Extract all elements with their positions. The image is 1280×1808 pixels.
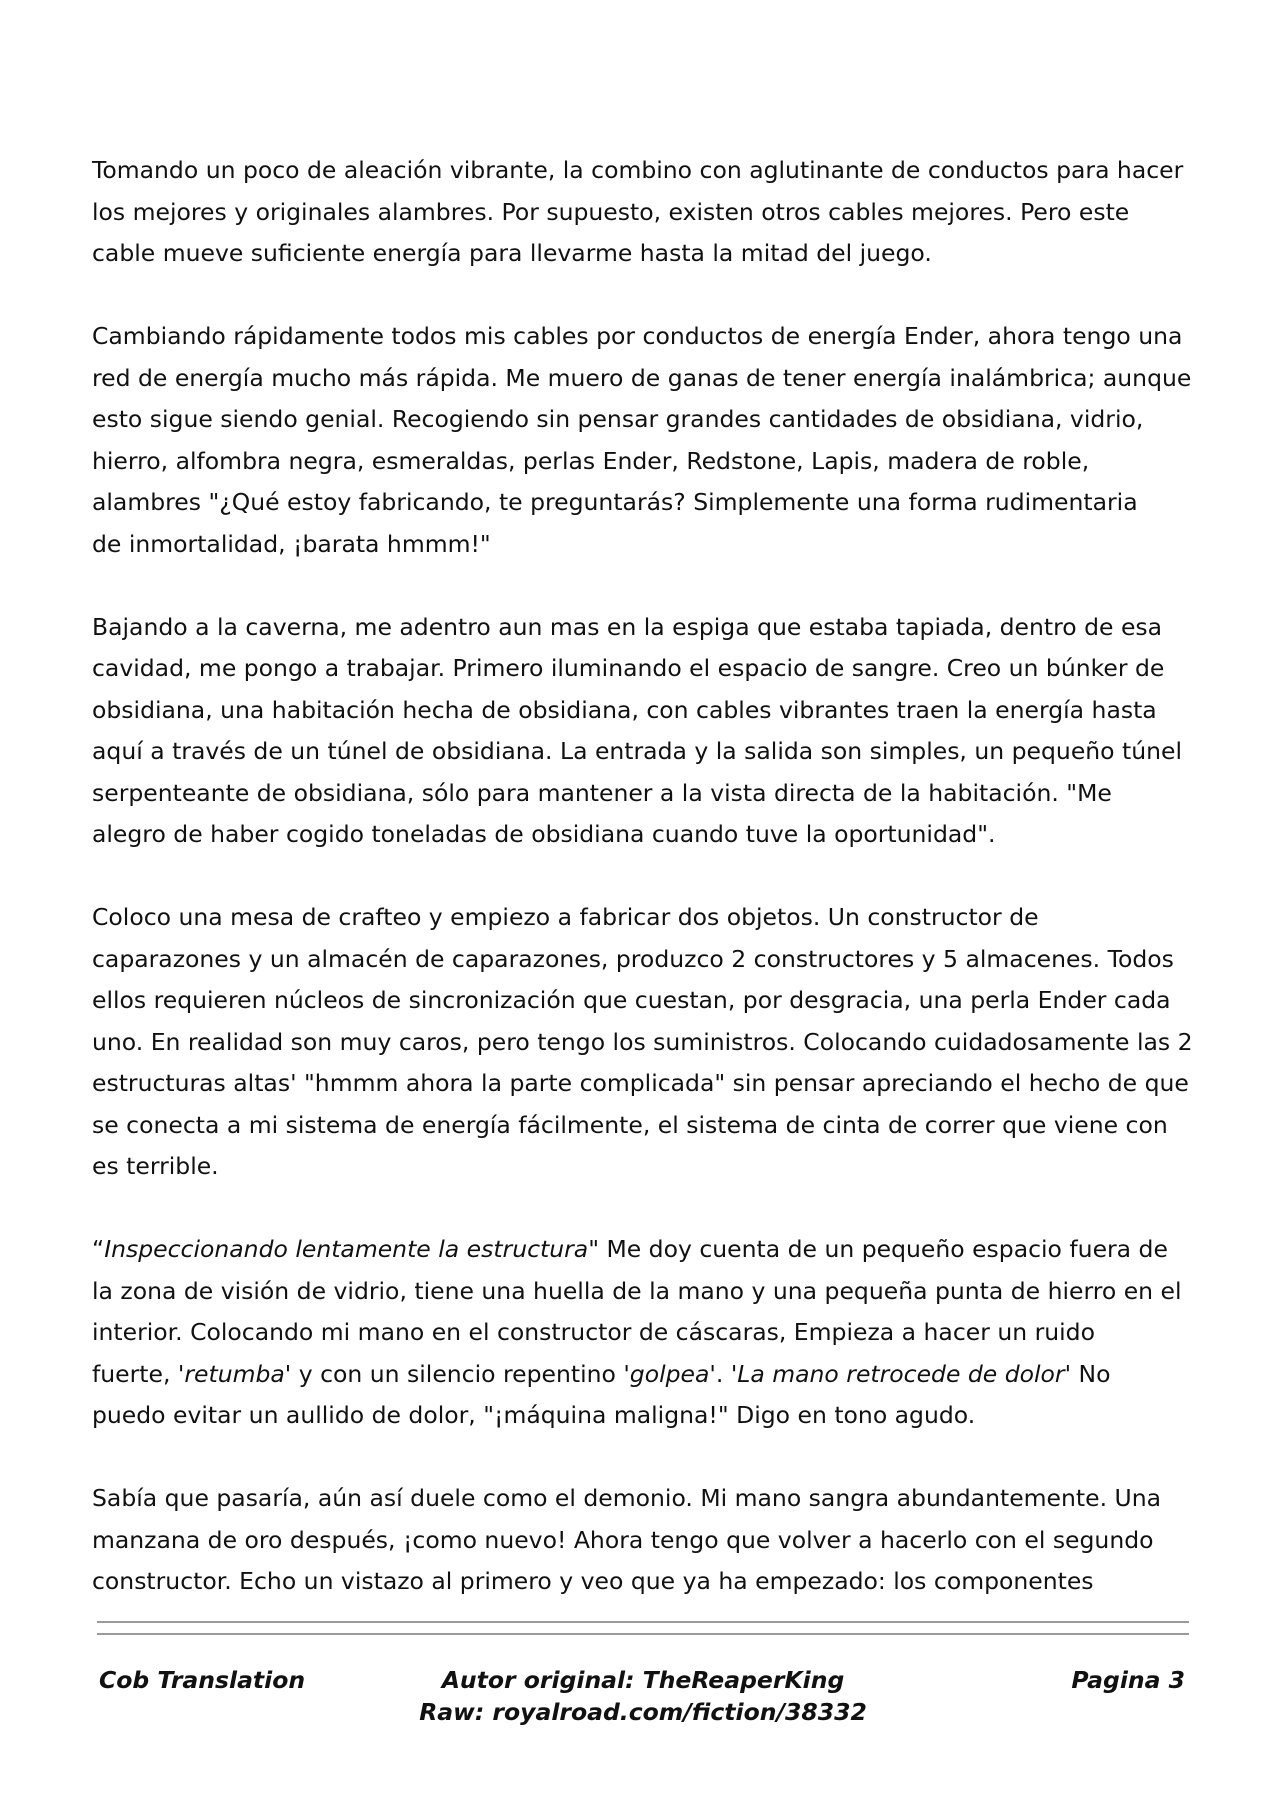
text-line: los mejores y originales alambres. Por supuesto, existen otros cables mejores. Pero este xyxy=(92,197,1130,226)
text-line: esto sigue siendo genial. Recogiendo sin pensar grandes cantidades de obsidiana, vidrio, xyxy=(92,405,1144,433)
italic-phrase: 'retumba' xyxy=(177,1359,292,1388)
text-line: puedo evitar un aullido de dolor, "¡máquina maligna!" Digo en tono agudo. xyxy=(92,1401,976,1429)
italic-phrase: La mano retrocede de dolor' xyxy=(737,1359,1072,1388)
paragraph-5 xyxy=(92,1229,1194,1437)
text-line: alegro de haber cogido toneladas de obsidiana cuando tuve la oportunidad". xyxy=(92,820,996,848)
text-line: de inmortalidad, ¡barata hmmm!" xyxy=(92,529,491,558)
footer-author: Autor original: TheReaperKing xyxy=(441,1666,845,1694)
text-line: constructor. Echo un vistazo al primero y veo que ya ha empezado: los componentes xyxy=(92,1567,1094,1595)
page-number: Pagina 3 xyxy=(1071,1666,1185,1694)
text-line: es terrible. xyxy=(92,1152,219,1180)
footer-translator: Cob Translation xyxy=(99,1666,306,1694)
italic-phrase: 'golpea' xyxy=(623,1359,716,1388)
text-line: Cambiando rápidamente todos mis cables por conductos de energía Ender, ahora tengo una xyxy=(92,322,1183,350)
text-line: se conecta a mi sistema de energía fácilmente, el sistema de cinta de correr que viene con xyxy=(92,1110,1168,1139)
text-segment: No xyxy=(1071,1359,1111,1388)
footer-divider-top xyxy=(97,1621,1189,1623)
text-line: Tomando un poco de aleación vibrante, la combino con aglutinante de conductos para hacer xyxy=(92,156,1184,184)
text-line: caparazones y un almacén de caparazones, produzco 2 constructores y 5 almacenes. Todos xyxy=(92,944,1174,973)
text-line: red de energía mucho más rápida. Me muero de ganas de tener energía inalámbrica; aunque xyxy=(92,363,1192,392)
text-line: cavidad, me pongo a trabajar. Primero iluminando el espacio de sangre. Creo un búnker de xyxy=(92,654,1165,682)
text-line: Bajando a la caverna, me adentro aun mas en la espiga que estaba tapiada, dentro de esa xyxy=(92,612,1163,641)
paragraph-3 xyxy=(92,607,1194,856)
paragraph-4 xyxy=(92,897,1194,1188)
text-line: obsidiana, una habitación hecha de obsidiana, con cables vibrantes traen la energía hasta xyxy=(92,695,1157,724)
text-line: interior. Colocando mi mano en el constructor de cáscaras, Empieza a hacer un ruido xyxy=(92,1318,1095,1346)
quote-open: “ xyxy=(92,1235,105,1263)
text-line: la zona de visión de vidrio, tiene una huella de la mano y una pequeña punta de hierro en el xyxy=(92,1276,1182,1305)
paragraph-2 xyxy=(92,316,1194,565)
text-line: uno. En realidad son muy caros, pero tengo los suministros. Colocando cuidadosamente las 2 xyxy=(92,1027,1193,1056)
text-line: hierro, alfombra negra, esmeraldas, perlas Ender, Redstone, Lapis, madera de roble, xyxy=(92,446,1090,475)
footer-raw-source: Raw: royalroad.com/fiction/38332 xyxy=(419,1698,867,1726)
text-line: aquí a través de un túnel de obsidiana. La entrada y la salida son simples, un pequeño túnel xyxy=(92,737,1183,765)
page-footer xyxy=(97,1664,1189,1744)
paragraph-6 xyxy=(92,1478,1194,1603)
body-text xyxy=(92,150,1194,1603)
text-line: manzana de oro después, ¡como nuevo! Ahora tengo que volver a hacerlo con el segundo xyxy=(92,1525,1154,1554)
text-line: ellos requieren núcleos de sincronización que cuestan, por desgracia, una perla Ender cada xyxy=(92,986,1171,1014)
text-line: serpenteante de obsidiana, sólo para mantener a la vista directa de la habitación. "Me xyxy=(92,778,1112,807)
text-segment: y con un silencio repentino xyxy=(291,1359,624,1388)
text-line: Sabía que pasaría, aún así duele como el demonio. Mi mano sangra abundantemente. Una xyxy=(92,1484,1161,1512)
italic-phrase: Inspeccionando lentamente la estructura xyxy=(104,1235,589,1263)
text-segment: fuerte, xyxy=(92,1359,178,1388)
text-segment: . ' xyxy=(715,1359,738,1388)
text-segment: " Me doy cuenta de un pequeño espacio fuera de xyxy=(588,1235,1168,1263)
text-line: alambres "¿Qué estoy fabricando, te preguntarás? Simplemente una forma rudimentaria xyxy=(92,488,1138,516)
footer-divider-bottom xyxy=(97,1633,1189,1635)
text-line: Coloco una mesa de crafteo y empiezo a fabricar dos objetos. Un constructor de xyxy=(92,903,1039,931)
text-line: estructuras altas' "hmmm ahora la parte complicada" sin pensar apreciando el hecho de que xyxy=(92,1069,1189,1097)
footer-credits xyxy=(97,1664,1189,1728)
text-line: cable mueve suficiente energía para llevarme hasta la mitad del juego. xyxy=(92,239,932,267)
paragraph-1 xyxy=(92,150,1194,275)
